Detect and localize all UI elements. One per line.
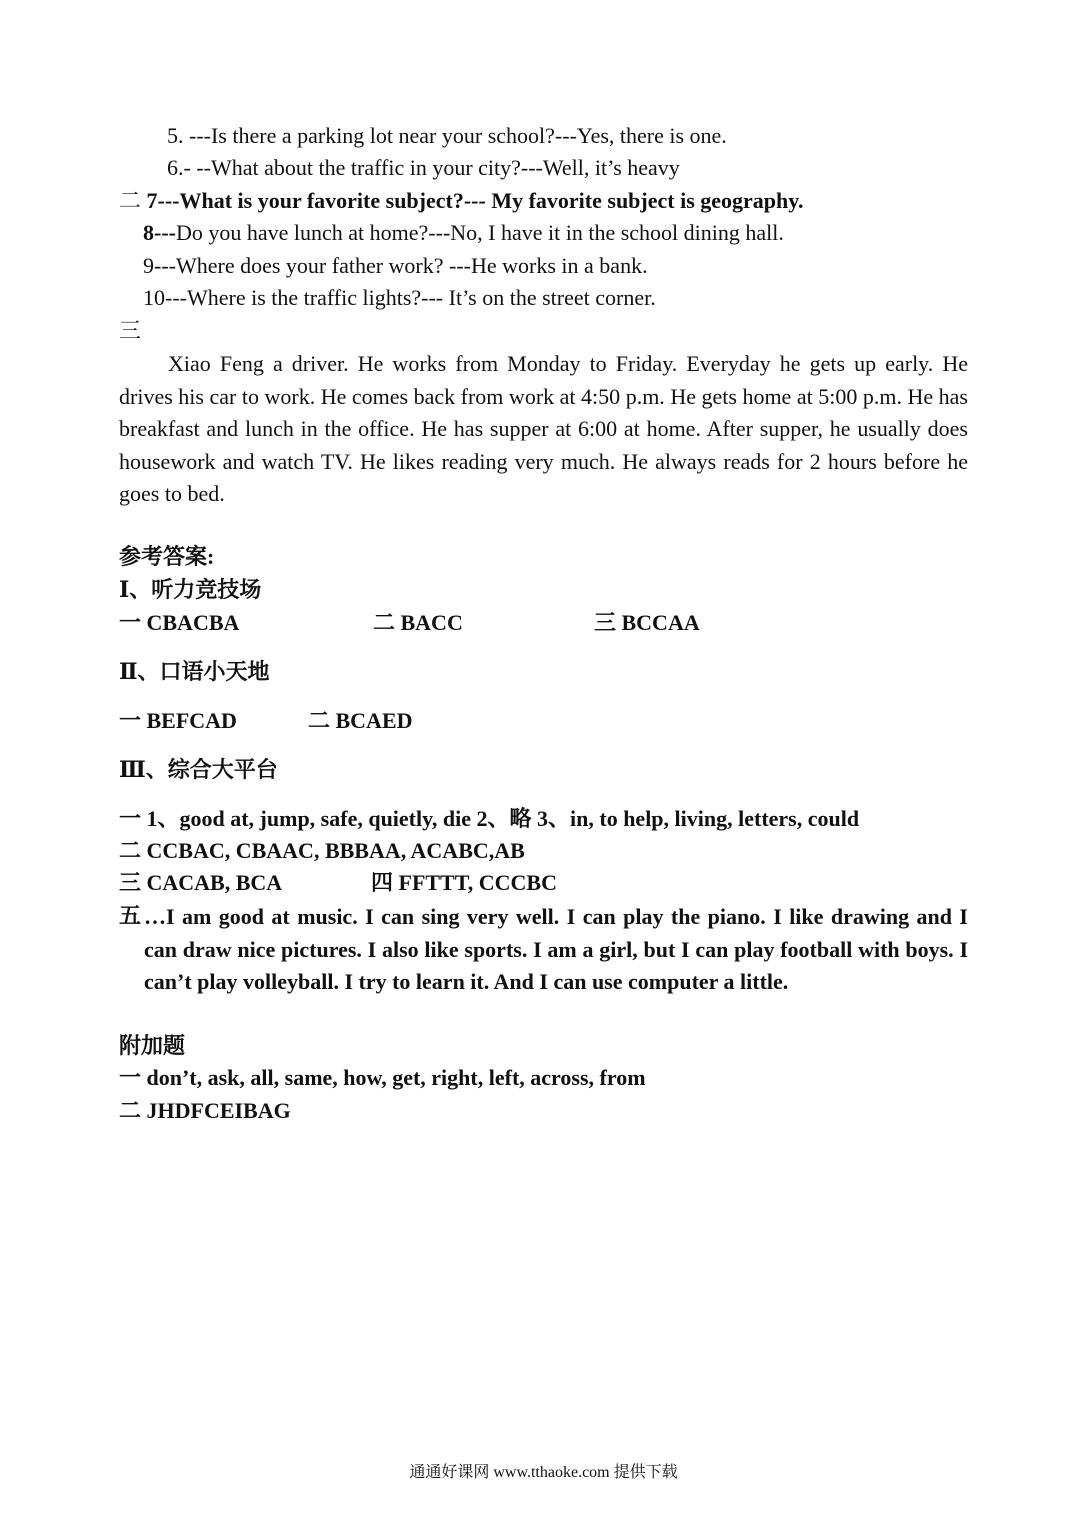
part-2-answers-a: 一 BEFCAD (119, 708, 237, 733)
question-7-text: 7---What is your favorite subject?--- My favorite subject is geography. (146, 188, 804, 213)
section-3-mark: 三 (119, 318, 142, 343)
part-1-answers-a: 一 CBACBA (119, 610, 240, 635)
extra-line-1: 一 don’t, ask, all, same, how, get, right, left, across, from (119, 1065, 646, 1090)
listening-passage: Xiao Feng a driver. He works from Monday to Friday. Everyday he gets up early. He drives his car to work. He comes back from work at 4:50 p.m. He gets home at 5:00 p.m. He has breakfast and lunch in the office. He has supper at 6:00 at home. After supper, he usually does housework and watch TV. He likes reading very much. He always reads for 2 hours before he goes to bed. (119, 351, 968, 506)
question-5: 5. ---Is there a parking lot near your school?---Yes, there is one. (167, 123, 727, 148)
extra-line-2: 二 JHDFCEIBAG (119, 1098, 291, 1123)
part-3-heading: Ⅲ、综合大平台 (119, 757, 278, 782)
part-2-heading: Ⅱ、口语小天地 (119, 659, 270, 684)
part-1-heading: Ⅰ、听力竞技场 (119, 577, 262, 602)
page-footer: 通通好课网 www.tthaoke.com 提供下载 (409, 1464, 678, 1481)
question-9: 9---Where does your father work? ---He works in a bank. (143, 253, 648, 278)
part-1-answers-b: 二 BACC (373, 610, 463, 635)
question-8-text: Do you have lunch at home?---No, I have it in the school dining hall. (175, 220, 784, 245)
part-3-line-3a: 三 CACAB, BCA (119, 870, 283, 895)
part-3-section-5-mark: 五 (119, 903, 142, 928)
part-3-line-3b: 四 FFTTT, CCCBC (371, 870, 557, 895)
question-10: 10---Where is the traffic lights?--- It’s on the street corner. (143, 285, 656, 310)
part-1-answers-c: 三 BCCAA (594, 610, 700, 635)
section-2-mark: 二 (119, 188, 142, 213)
question-8-number: 8--- (143, 220, 176, 245)
part-2-answers-b: 二 BCAED (308, 708, 413, 733)
part-3-line-2: 二 CCBAC, CBAAC, BBBAA, ACABC,AB (119, 838, 525, 863)
extra-heading: 附加题 (119, 1033, 186, 1058)
question-6: 6.- --What about the traffic in your city?---Well, it’s heavy (167, 155, 680, 180)
question-8 (143, 218, 784, 248)
part-3-writing-answer: …I am good at music. I can sing very well. I can play the piano. I like drawing and I can draw nice pictures. I also like sports. I am a girl, but I can play football with boys. I can’t play volleyball. I try to learn it. And I can use computer a little. (144, 904, 968, 994)
answer-key-title: 参考答案: (119, 544, 215, 569)
question-7 (119, 186, 804, 216)
part-3-line-1: 一 1、good at, jump, safe, quietly, die 2、略 3、in, to help, living, letters, could (119, 806, 860, 831)
